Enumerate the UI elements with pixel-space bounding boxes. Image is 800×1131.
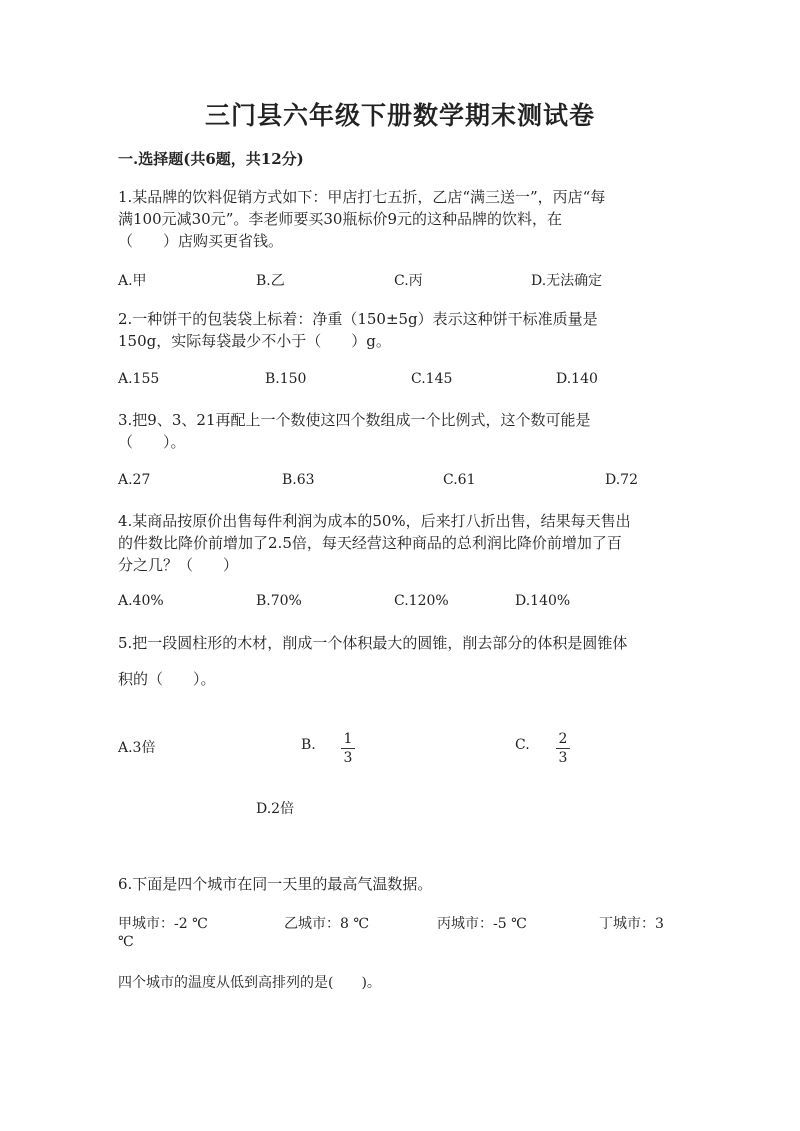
option-c[interactable]: C.	[515, 737, 530, 753]
question-3	[118, 409, 678, 453]
question-2	[118, 308, 678, 352]
question-line: 的件数比降价前增加了2.5倍，每天经营这种商品的总利润比降价前增加了百	[118, 534, 622, 552]
question-line: 4.某商品按原价出售每件利润为成本的50%，后来打八折出售，结果每天售出	[118, 512, 631, 530]
page-title: 三门县六年级下册数学期末测试卷	[204, 101, 595, 130]
question-line: 150g，实际每袋最少不小于（ ）g。	[118, 332, 391, 350]
question-4	[118, 510, 678, 576]
option-c[interactable]: C.120%	[394, 593, 449, 609]
option-a[interactable]: A.27	[118, 472, 151, 488]
fraction-numerator: 2	[558, 731, 568, 747]
fraction-bar	[341, 748, 355, 749]
option-c[interactable]: C.145	[411, 371, 453, 387]
question-line: （ ）店购买更省钱。	[118, 232, 284, 250]
fraction-numerator: 1	[343, 731, 353, 747]
question-line: 满100元减30元”。李老师要买30瓶标价9元的这种品牌的饮料，在	[118, 210, 563, 228]
option-a[interactable]: A.甲	[118, 273, 147, 289]
fraction-one-third	[341, 731, 355, 766]
fraction-denominator: 3	[343, 750, 353, 766]
option-d[interactable]: D.72	[605, 472, 638, 488]
question-line: （ ）。	[118, 433, 186, 451]
option-a[interactable]: A.3倍	[118, 740, 156, 756]
fraction-denominator: 3	[558, 750, 568, 766]
option-d[interactable]: D.140	[556, 371, 598, 387]
city-temp-ding: 丁城市：3	[599, 916, 664, 932]
question-line: 2.一种饼干的包装袋上标着：净重（150±5g）表示这种饼干标准质量是	[118, 310, 598, 328]
section-heading: 一.选择题(共6题，共12分)	[118, 150, 304, 168]
option-d[interactable]: D.2倍	[256, 801, 295, 817]
question-line: 6.下面是四个城市在同一天里的最高气温数据。	[118, 875, 433, 893]
question-line: 积的（ ）。	[118, 670, 216, 688]
question-6	[118, 873, 678, 895]
option-c[interactable]: C.61	[443, 472, 476, 488]
option-b[interactable]: B.乙	[256, 273, 285, 289]
city-temp-jia: 甲城市：-2 ℃	[118, 916, 208, 932]
option-b[interactable]: B.	[301, 737, 316, 753]
city-temp-bing: 丙城市：-5 ℃	[437, 916, 527, 932]
option-b[interactable]: B.150	[265, 371, 307, 387]
fraction-bar	[556, 748, 570, 749]
option-c[interactable]: C.丙	[394, 273, 423, 289]
question-line: 1.某品牌的饮料促销方式如下：甲店打七五折，乙店“满三送一”，丙店“每	[118, 188, 606, 206]
option-a[interactable]: A.155	[118, 371, 160, 387]
city-temp-yi: 乙城市：8 ℃	[284, 916, 370, 932]
question-6-followup: 四个城市的温度从低到高排列的是( )。	[118, 975, 381, 991]
option-d[interactable]: D.无法确定	[531, 273, 603, 289]
option-a[interactable]: A.40%	[118, 593, 164, 609]
fraction-two-thirds	[556, 731, 570, 766]
city-temp-unit-wrap: ℃	[118, 934, 134, 950]
option-d[interactable]: D.140%	[515, 593, 571, 609]
option-b[interactable]: B.63	[282, 472, 315, 488]
question-5	[118, 632, 678, 690]
option-b[interactable]: B.70%	[256, 593, 302, 609]
question-line: 3.把9、3、21再配上一个数使这四个数组成一个比例式，这个数可能是	[118, 411, 591, 429]
question-line: 5.把一段圆柱形的木材，削成一个体积最大的圆锥，削去部分的体积是圆锥体	[118, 634, 628, 652]
question-1	[118, 186, 678, 252]
question-line: 分之几？（ ）	[118, 556, 239, 574]
